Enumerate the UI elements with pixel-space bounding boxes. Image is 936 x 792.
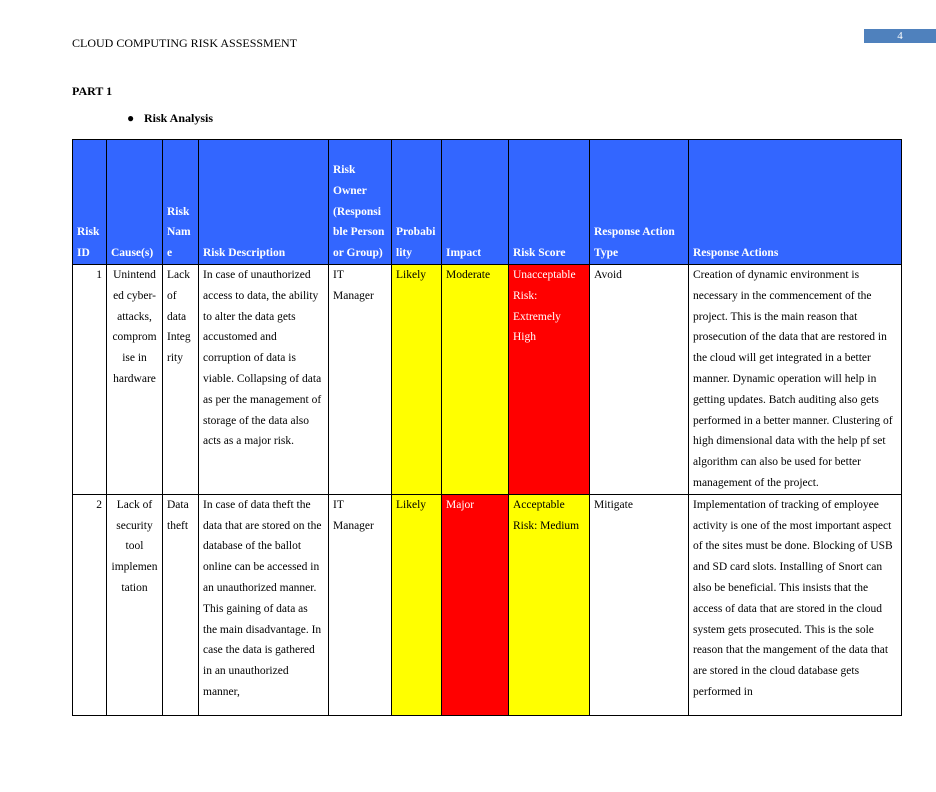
col-header-risk-name: Risk Name	[163, 140, 199, 265]
cell-causes: Unintended cyber-attacks, compromise in hardware	[107, 265, 163, 495]
col-header-probability: Probability	[392, 140, 442, 265]
col-header-risk-id: Risk ID	[73, 140, 107, 265]
cell-risk-id: 2	[73, 494, 107, 715]
col-header-causes: Cause(s)	[107, 140, 163, 265]
cell-risk-score: Acceptable Risk: Medium	[509, 494, 590, 715]
cell-impact: Major	[442, 494, 509, 715]
cell-risk-owner: IT Manager	[329, 265, 392, 495]
cell-response-actions: Implementation of tracking of employee activity is one of the most important aspect of the sites must be done. Blocking of USB and SD card slots. Installing of Snort can also be beneficial. This insists that the access of data that are stored in the cloud system gets prosecuted. This is the sole reason that the mangement of the data that are stored in the cloud database gets performed in	[689, 494, 902, 715]
table-row	[73, 494, 902, 715]
cell-response-actions: Creation of dynamic environment is necessary in the commencement of the project. This is the main reason that prosecution of the data that are restored in the cloud will get integrated in a better manner. Dynamic operation will help in getting updates. Batch auditing also gets performed in a better manner. Clustering of high dimensional data with the help pf set algorithm can also be used for better management of the project.	[689, 265, 902, 495]
table-header-row	[73, 140, 902, 265]
bullet-dot-icon: ●	[127, 111, 135, 125]
table-row	[73, 265, 902, 495]
cell-risk-name: Lack of data Integrity	[163, 265, 199, 495]
part-title: PART 1	[72, 84, 113, 98]
cell-risk-name: Data theft	[163, 494, 199, 715]
cell-probability: Likely	[392, 265, 442, 495]
cell-probability: Likely	[392, 494, 442, 715]
page-number: 4	[864, 29, 936, 43]
cell-risk-score: Unacceptable Risk: Extremely High	[509, 265, 590, 495]
col-header-risk-description: Risk Description	[199, 140, 329, 265]
cell-impact: Moderate	[442, 265, 509, 495]
cell-risk-owner: IT Manager	[329, 494, 392, 715]
bullet-item	[127, 111, 213, 126]
cell-risk-description: In case of data theft the data that are stored on the database of the ballot online can be accessed in an unauthorized manner. This gaining of data as the main disadvantage. In case the data is gathered in an unauthorized manner,	[199, 494, 329, 715]
col-header-response-actions: Response Actions	[689, 140, 902, 265]
col-header-impact: Impact	[442, 140, 509, 265]
cell-response-action-type: Avoid	[590, 265, 689, 495]
col-header-risk-score: Risk Score	[509, 140, 590, 265]
cell-risk-description: In case of unauthorized access to data, the ability to alter the data gets accustomed and corruption of data is viable. Collapsing of data as per the management of storage of the data also acts as a major risk.	[199, 265, 329, 495]
risk-analysis-table	[72, 139, 902, 716]
cell-causes: Lack of security tool implementation	[107, 494, 163, 715]
running-head: CLOUD COMPUTING RISK ASSESSMENT	[72, 36, 298, 50]
cell-risk-id: 1	[73, 265, 107, 495]
cell-response-action-type: Mitigate	[590, 494, 689, 715]
bullet-text: Risk Analysis	[144, 111, 214, 125]
col-header-risk-owner: Risk Owner (Responsible Person or Group)	[329, 140, 392, 265]
col-header-response-action-type: Response Action Type	[590, 140, 689, 265]
